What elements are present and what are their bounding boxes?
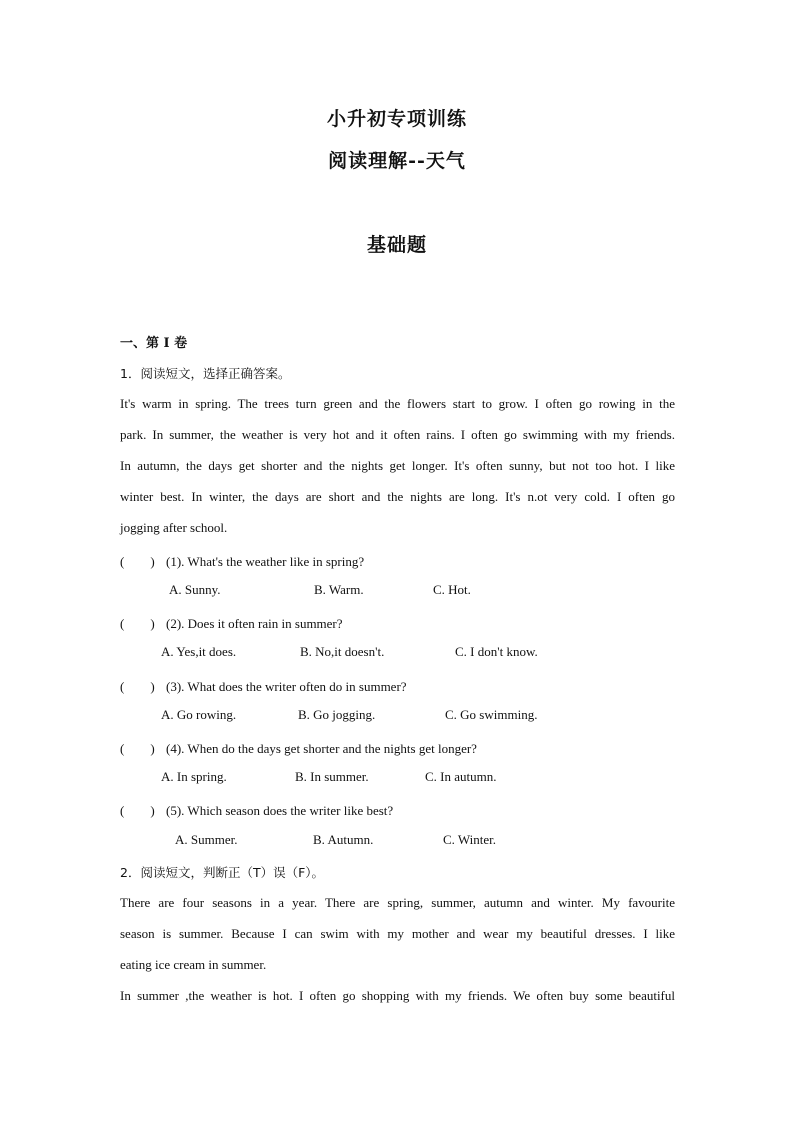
question-stem: (3). What does the writer often do in summer? (166, 679, 407, 694)
difficulty-heading: 基础题 (366, 234, 427, 256)
option-b: B. In summer. (295, 769, 369, 784)
passage-line: There are four seasons in a year. There are spring, summer, autumn and winter. My favourite (120, 895, 675, 910)
question-2-instruction: 2．阅读短文，判断正（T）误（F）。 (120, 865, 325, 880)
option-b: B. Autumn. (313, 832, 374, 847)
option-c: C. Hot. (433, 582, 471, 597)
question-1-4 (120, 738, 477, 757)
option-b: B. Warm. (314, 582, 364, 597)
answer-blank[interactable]: ( ) (120, 803, 155, 818)
passage-line: eating ice cream in summer. (120, 957, 267, 972)
question-1-1 (120, 551, 364, 570)
question-stem: (2). Does it often rain in summer? (166, 616, 343, 631)
question-stem: (1). What's the weather like in spring? (166, 554, 365, 569)
option-c: C. In autumn. (425, 769, 497, 784)
document-title: 小升初专项训练 (326, 108, 467, 130)
question-1-passage (120, 388, 675, 543)
answer-blank[interactable]: ( ) (120, 679, 155, 694)
option-c: C. Winter. (443, 832, 497, 847)
section-heading: 一、第 I 卷 (120, 336, 188, 351)
question-1-5 (120, 800, 393, 819)
document-subtitle: 阅读理解--天气 (328, 150, 466, 172)
question-2-passage (120, 887, 675, 1011)
question-1-3 (120, 676, 407, 695)
option-a: A. Sunny. (169, 582, 221, 597)
question-stem: (5). Which season does the writer like best? (166, 803, 394, 818)
passage-line: jogging after school. (120, 520, 228, 535)
question-1-instruction: 1．阅读短文，选择正确答案。 (120, 366, 291, 381)
passage-line: In autumn, the days get shorter and the nights get longer. It's often sunny, but not too hot. I like (120, 458, 675, 473)
passage-line: In summer ,the weather is hot. I often go shopping with my friends. We often buy some beautiful (120, 988, 675, 1003)
question-1-2 (120, 613, 343, 632)
option-c: C. Go swimming. (445, 707, 538, 722)
answer-blank[interactable]: ( ) (120, 554, 155, 569)
option-b: B. No,it doesn't. (300, 644, 385, 659)
answer-blank[interactable]: ( ) (120, 616, 155, 631)
option-a: A. Summer. (175, 832, 238, 847)
passage-line: season is summer. Because I can swim with my mother and wear my beautiful dresses. I like (120, 926, 675, 941)
passage-line: winter best. In winter, the days are short and the nights are long. It's n.ot very cold. I often go (120, 489, 675, 504)
option-a: A. In spring. (161, 769, 227, 784)
option-b: B. Go jogging. (298, 707, 376, 722)
option-a: A. Go rowing. (161, 707, 237, 722)
passage-line: It's warm in spring. The trees turn green and the flowers start to grow. I often go rowing in the (120, 396, 675, 411)
answer-blank[interactable]: ( ) (120, 741, 155, 756)
passage-line: park. In summer, the weather is very hot and it often rains. I often go swimming with my friends. (120, 427, 675, 442)
option-c: C. I don't know. (455, 644, 538, 659)
question-stem: (4). When do the days get shorter and the nights get longer? (166, 741, 477, 756)
option-a: A. Yes,it does. (161, 644, 237, 659)
